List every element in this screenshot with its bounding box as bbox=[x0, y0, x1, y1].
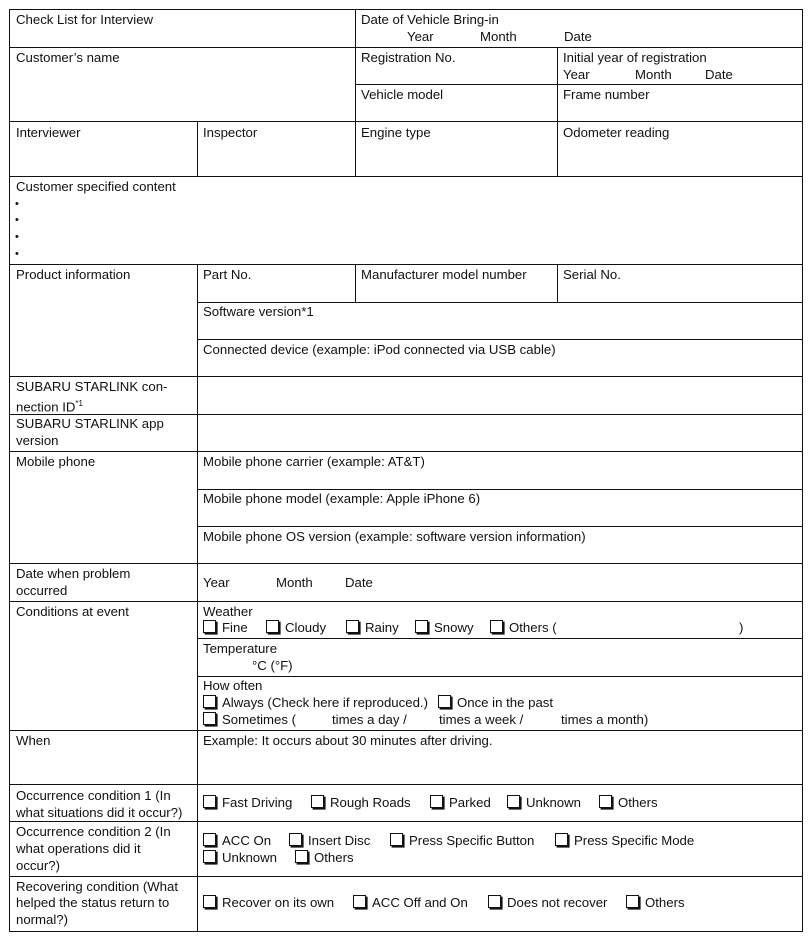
grid-line bbox=[9, 563, 803, 564]
rough-roads-option[interactable]: Rough Roads bbox=[311, 795, 411, 812]
occurrence2-label-line2: what operations did it bbox=[16, 841, 141, 856]
always-option[interactable]: Always (Check here if reproduced.) bbox=[203, 695, 428, 712]
problem-date-day-label: Date bbox=[345, 575, 373, 590]
weather-rainy-option[interactable]: Rainy bbox=[346, 620, 399, 637]
times-a-week-label: times a week / bbox=[439, 712, 524, 727]
press-specific-button-option[interactable]: Press Specific Button bbox=[390, 833, 534, 850]
checkbox-icon[interactable] bbox=[311, 795, 324, 808]
customer-name-label: Customer’s name bbox=[16, 50, 120, 65]
weather-others-close: ) bbox=[739, 620, 744, 635]
temperature-unit: °C (°F) bbox=[252, 658, 293, 673]
when-label: When bbox=[16, 733, 51, 748]
grid-line bbox=[197, 638, 803, 639]
checkbox-icon[interactable] bbox=[203, 795, 216, 808]
starlink-connection-label-line1: SUBARU STARLINK con- bbox=[16, 379, 168, 394]
occurrence1-label-line1: Occurrence condition 1 (In bbox=[16, 788, 171, 803]
checkbox-icon[interactable] bbox=[289, 833, 302, 846]
checkbox-icon[interactable] bbox=[203, 695, 216, 708]
grid-line bbox=[197, 676, 803, 677]
recovering-label-line1: Recovering condition (What bbox=[16, 879, 178, 894]
customer-content-bullet: • bbox=[15, 198, 19, 210]
starlink-footnote-mark: *1 bbox=[75, 399, 83, 408]
checkbox-icon[interactable] bbox=[203, 850, 216, 863]
form-title: Check List for Interview bbox=[16, 12, 154, 27]
others-option[interactable]: Others bbox=[626, 895, 685, 912]
frame-number-label: Frame number bbox=[563, 87, 650, 102]
customer-content-bullet: • bbox=[15, 248, 19, 260]
others-option[interactable]: Others bbox=[295, 850, 354, 867]
inspector-label: Inspector bbox=[203, 125, 258, 140]
weather-fine-option[interactable]: Fine bbox=[203, 620, 248, 637]
bring-in-date-label: Date of Vehicle Bring-in bbox=[361, 12, 499, 27]
checkbox-icon[interactable] bbox=[507, 795, 520, 808]
starlink-connection-label-line2 bbox=[16, 396, 83, 416]
grid-line bbox=[9, 9, 803, 10]
initial-year-month: Month bbox=[635, 67, 672, 82]
software-version-label: Software version*1 bbox=[203, 304, 314, 319]
checkbox-icon[interactable] bbox=[346, 620, 359, 633]
conditions-label: Conditions at event bbox=[16, 604, 129, 619]
checkbox-icon[interactable] bbox=[203, 712, 216, 725]
problem-date-label-line2: occurred bbox=[16, 583, 68, 598]
mobile-carrier-label: Mobile phone carrier (example: AT&T) bbox=[203, 454, 425, 469]
customer-content-bullet: • bbox=[15, 231, 19, 243]
unknown-option[interactable]: Unknown bbox=[203, 850, 277, 867]
problem-date-label-line1: Date when problem bbox=[16, 566, 131, 581]
checkbox-icon[interactable] bbox=[203, 895, 216, 908]
bring-in-date-day-label: Date bbox=[564, 29, 592, 44]
grid-line bbox=[9, 47, 803, 48]
checkbox-icon[interactable] bbox=[555, 833, 568, 846]
grid-line bbox=[9, 876, 803, 877]
starlink-app-label-line2: version bbox=[16, 433, 59, 448]
fast-driving-option[interactable]: Fast Driving bbox=[203, 795, 292, 812]
interviewer-label: Interviewer bbox=[16, 125, 81, 140]
part-no-label: Part No. bbox=[203, 267, 252, 282]
recover-on-its-own-option[interactable]: Recover on its own bbox=[203, 895, 334, 912]
grid-line bbox=[355, 264, 356, 303]
customer-content-label: Customer specified content bbox=[16, 179, 176, 194]
grid-line bbox=[9, 601, 803, 602]
grid-line bbox=[9, 176, 803, 177]
weather-others-option[interactable]: Others ( bbox=[490, 620, 557, 637]
occurrence1-label-line2: what situations did it occur?) bbox=[16, 805, 183, 820]
vehicle-model-label: Vehicle model bbox=[361, 87, 444, 102]
grid-line bbox=[9, 264, 803, 265]
grid-line bbox=[9, 376, 803, 377]
grid-line bbox=[197, 339, 803, 340]
registration-no-label: Registration No. bbox=[361, 50, 456, 65]
parked-option[interactable]: Parked bbox=[430, 795, 491, 812]
recovering-label-line2: helped the status return to bbox=[16, 895, 170, 910]
problem-year-label: Year bbox=[203, 575, 230, 590]
initial-year-year: Year bbox=[563, 67, 590, 82]
checkbox-icon[interactable] bbox=[599, 795, 612, 808]
mobile-os-label: Mobile phone OS version (example: software version information) bbox=[203, 529, 586, 544]
grid-line bbox=[557, 47, 558, 177]
product-info-label: Product information bbox=[16, 267, 131, 282]
checkbox-icon[interactable] bbox=[203, 620, 216, 633]
customer-content-bullet: • bbox=[15, 214, 19, 226]
temperature-label: Temperature bbox=[203, 641, 278, 656]
does-not-recover-option[interactable]: Does not recover bbox=[488, 895, 607, 912]
weather-snowy-option[interactable]: Snowy bbox=[415, 620, 474, 637]
occurrence2-label-line3: occur?) bbox=[16, 858, 60, 873]
grid-line bbox=[802, 9, 803, 932]
grid-line bbox=[197, 302, 803, 303]
acc-off-and-on-option[interactable]: ACC Off and On bbox=[353, 895, 468, 912]
grid-line bbox=[355, 84, 803, 85]
how-often-label: How often bbox=[203, 678, 263, 693]
checkbox-icon[interactable] bbox=[203, 833, 216, 846]
checkbox-icon[interactable] bbox=[438, 695, 451, 708]
once-option[interactable]: Once in the past bbox=[438, 695, 553, 712]
grid-line bbox=[557, 264, 558, 303]
grid-line bbox=[197, 489, 803, 490]
times-a-day-label: times a day / bbox=[332, 712, 407, 727]
grid-line bbox=[197, 526, 803, 527]
bring-in-year-label: Year bbox=[407, 29, 434, 44]
starlink-connection-text: nection ID bbox=[16, 399, 76, 415]
checkbox-icon[interactable] bbox=[490, 620, 503, 633]
checkbox-icon[interactable] bbox=[415, 620, 428, 633]
initial-year-date: Date bbox=[705, 67, 733, 82]
sometimes-option[interactable]: Sometimes ( bbox=[203, 712, 296, 729]
bring-in-month-label: Month bbox=[480, 29, 517, 44]
serial-no-label: Serial No. bbox=[563, 267, 621, 282]
grid-line bbox=[9, 451, 803, 452]
grid-line bbox=[197, 264, 198, 932]
grid-line bbox=[355, 9, 356, 177]
grid-line bbox=[9, 121, 803, 122]
mobile-phone-label: Mobile phone bbox=[16, 454, 96, 469]
grid-line bbox=[197, 121, 198, 177]
weather-cloudy-option[interactable]: Cloudy bbox=[266, 620, 326, 637]
engine-type-label: Engine type bbox=[361, 125, 431, 140]
mobile-model-label: Mobile phone model (example: Apple iPhone 6) bbox=[203, 491, 481, 506]
weather-label: Weather bbox=[203, 604, 253, 619]
odometer-label: Odometer reading bbox=[563, 125, 670, 140]
press-specific-mode-option[interactable]: Press Specific Mode bbox=[555, 833, 694, 850]
occurrence2-label-line1: Occurrence condition 2 (In bbox=[16, 824, 171, 839]
when-example: Example: It occurs about 30 minutes after driving. bbox=[203, 733, 493, 748]
recovering-label-line3: normal?) bbox=[16, 912, 69, 927]
connected-device-label: Connected device (example: iPod connected via USB cable) bbox=[203, 342, 556, 357]
checkbox-icon[interactable] bbox=[390, 833, 403, 846]
checkbox-icon[interactable] bbox=[488, 895, 501, 908]
times-a-month-label: times a month) bbox=[561, 712, 649, 727]
others-option[interactable]: Others bbox=[599, 795, 658, 812]
grid-line bbox=[9, 931, 803, 932]
acc-on-option[interactable]: ACC On bbox=[203, 833, 271, 850]
unknown-option[interactable]: Unknown bbox=[507, 795, 581, 812]
checkbox-icon[interactable] bbox=[266, 620, 279, 633]
grid-line bbox=[9, 730, 803, 731]
grid-line bbox=[9, 414, 803, 415]
grid-line bbox=[9, 784, 803, 785]
insert-disc-option[interactable]: Insert Disc bbox=[289, 833, 370, 850]
checkbox-icon[interactable] bbox=[353, 895, 366, 908]
checkbox-icon[interactable] bbox=[626, 895, 639, 908]
starlink-app-label-line1: SUBARU STARLINK app bbox=[16, 416, 164, 431]
grid-line bbox=[9, 9, 10, 932]
checkbox-icon[interactable] bbox=[295, 850, 308, 863]
manufacturer-model-label: Manufacturer model number bbox=[361, 267, 527, 282]
initial-year-label: Initial year of registration bbox=[563, 50, 707, 65]
problem-month-label: Month bbox=[276, 575, 313, 590]
checkbox-icon[interactable] bbox=[430, 795, 443, 808]
